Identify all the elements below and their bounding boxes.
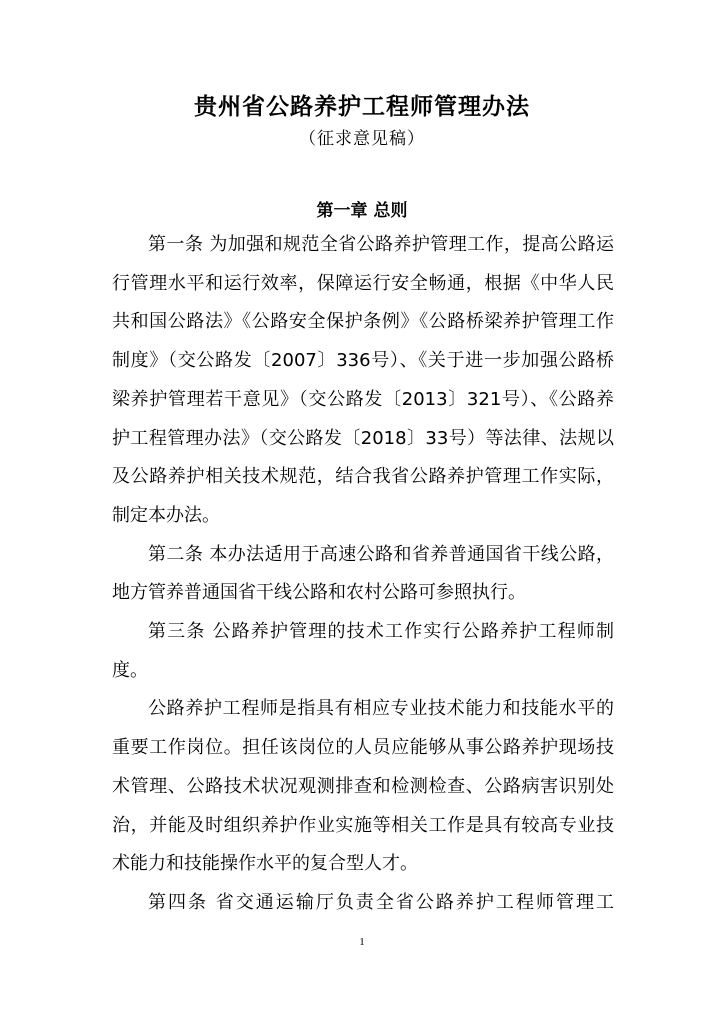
paragraph-engineer-definition: 公路养护工程师是指具有相应专业技术能力和技能水平的重要工作岗位。担任该岗位的人员应能够从事公路养护现场技术管理、公路技术状况观测排查和检测检查、公路病害识别处治，并能及时组织养护作业实施等相关工作是具有较高专业技术能力和技能操作水平的复合型人才。: [112, 698, 614, 875]
paragraph-article-1: 第一条 为加强和规范全省公路养护管理工作，提高公路运行管理水平和运行效率，保障运行安全畅通，根据《中华人民共和国公路法》《公路安全保护条例》《公路桥梁养护管理工作制度》（交公路发〔2007〕336号）、《关于进一步加强公路桥梁养护管理若干意见》（交公路发〔2013〕321号）、《公路养护工程管理办法》（交公路发〔2018〕33号）等法律、法规以及公路养护相关技术规范，结合我省公路养护管理工作实际，制定本办法。: [112, 234, 614, 526]
document-title: 贵州省公路养护工程师管理办法: [194, 94, 530, 120]
document-subtitle: （征求意见稿）: [299, 129, 425, 149]
chapter-heading: 第一章 总则: [316, 201, 408, 221]
document-body: [112, 226, 614, 923]
page-number: 1: [359, 936, 365, 948]
paragraph-article-3: 第三条 公路养护管理的技术工作实行公路养护工程师制度。: [112, 621, 614, 681]
paragraph-article-4: 第四条 省交通运输厅负责全省公路养护工程师管理工: [148, 891, 614, 913]
paragraph-article-2: 第二条 本办法适用于高速公路和省养普通国省干线公路，地方管养普通国省干线公路和农村公路可参照执行。: [112, 543, 614, 604]
